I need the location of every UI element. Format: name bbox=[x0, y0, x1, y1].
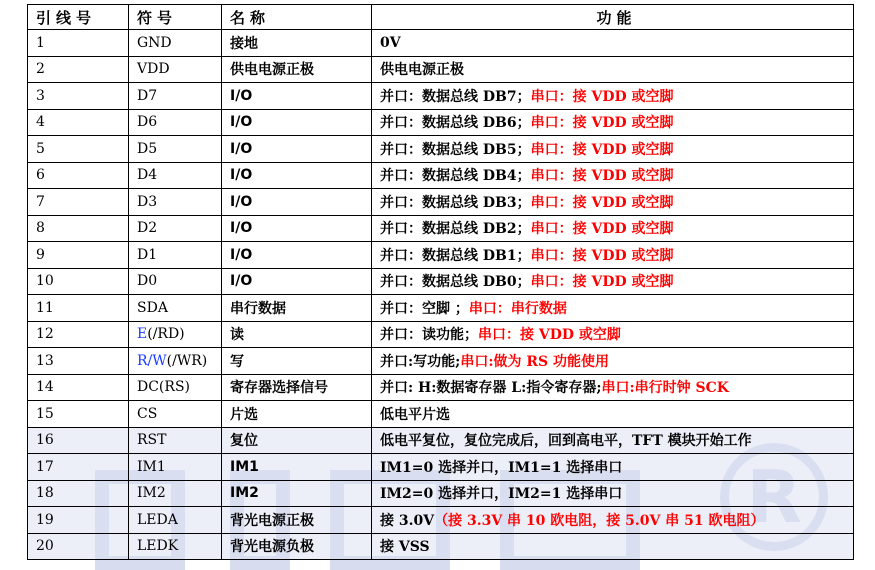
pin-number: 4 bbox=[36, 114, 45, 131]
pin-name-cell bbox=[222, 321, 372, 348]
pin-name-cell bbox=[222, 136, 372, 163]
symbol-cell bbox=[129, 374, 222, 401]
pin-name-cell bbox=[222, 109, 372, 136]
table-row bbox=[28, 401, 854, 428]
pin-number: 7 bbox=[36, 193, 45, 210]
symbol-cell bbox=[129, 162, 222, 189]
pin-number: 15 bbox=[36, 405, 54, 422]
table-row bbox=[28, 109, 854, 136]
table-row bbox=[28, 321, 854, 348]
table-row bbox=[28, 189, 854, 216]
pin-number-cell bbox=[28, 348, 129, 375]
table-row bbox=[28, 427, 854, 454]
symbol-cell bbox=[129, 215, 222, 242]
pin-name: IM2 bbox=[230, 485, 259, 502]
pin-number-cell bbox=[28, 507, 129, 534]
pin-number-cell bbox=[28, 295, 129, 322]
pin-function-serial: 串口：接 VDD 或空脚 bbox=[530, 247, 674, 264]
pin-number: 19 bbox=[36, 511, 54, 528]
pin-name-cell bbox=[222, 215, 372, 242]
pin-number-cell bbox=[28, 401, 129, 428]
pin-function-serial: 串口:做为 RS 功能使用 bbox=[460, 353, 610, 370]
pin-number-cell bbox=[28, 268, 129, 295]
table-row bbox=[28, 30, 854, 57]
table-row bbox=[28, 480, 854, 507]
pin-function: 并口：数据总线 DB4； bbox=[380, 168, 531, 185]
pin-symbol: LEDK bbox=[137, 538, 179, 555]
pin-symbol: R/W bbox=[137, 352, 167, 369]
pin-function-cell bbox=[372, 242, 854, 269]
pin-function-cell bbox=[372, 83, 854, 110]
pin-function: 并口：数据总线 DB6； bbox=[380, 115, 531, 132]
pin-symbol: VDD bbox=[137, 61, 170, 78]
pin-symbol: LEDA bbox=[137, 511, 178, 528]
pin-name: 寄存器选择信号 bbox=[230, 380, 328, 397]
pin-function-serial: 串口：接 VDD 或空脚 bbox=[530, 194, 674, 211]
pin-name-cell bbox=[222, 189, 372, 216]
pin-number: 9 bbox=[36, 246, 45, 263]
pin-function-cell bbox=[372, 215, 854, 242]
symbol-cell bbox=[129, 321, 222, 348]
pin-symbol: GND bbox=[137, 34, 172, 51]
pin-function: 并口：空脚 ； bbox=[380, 300, 469, 317]
symbol-cell bbox=[129, 242, 222, 269]
pin-function: 低电平复位，复位完成后，回到高电平，TFT 模块开始工作 bbox=[380, 433, 752, 450]
pin-name-cell bbox=[222, 348, 372, 375]
pin-number: 16 bbox=[36, 432, 54, 449]
pin-symbol: D1 bbox=[137, 246, 158, 263]
pin-number-cell bbox=[28, 533, 129, 560]
pin-number: 6 bbox=[36, 167, 45, 184]
pin-number: 20 bbox=[36, 538, 54, 555]
table-body bbox=[28, 30, 854, 560]
table-row bbox=[28, 374, 854, 401]
pin-name: I/O bbox=[230, 114, 253, 131]
pin-number: 17 bbox=[36, 458, 54, 475]
symbol-cell bbox=[129, 454, 222, 481]
pin-definition-table bbox=[27, 4, 854, 560]
pin-function: 接 VSS bbox=[380, 539, 430, 556]
pin-symbol: D3 bbox=[137, 193, 158, 210]
pin-symbol: D0 bbox=[137, 273, 158, 290]
pin-number-cell bbox=[28, 427, 129, 454]
pin-name: I/O bbox=[230, 140, 253, 157]
pin-symbol: IM2 bbox=[137, 485, 166, 502]
pin-function: 供电电源正极 bbox=[380, 62, 464, 79]
pin-name: I/O bbox=[230, 167, 253, 184]
pin-number: 1 bbox=[36, 34, 45, 51]
pin-name-cell bbox=[222, 427, 372, 454]
pin-number: 3 bbox=[36, 87, 45, 104]
pin-name-cell bbox=[222, 507, 372, 534]
pin-name: IM1 bbox=[230, 458, 259, 475]
symbol-cell bbox=[129, 56, 222, 83]
table-row bbox=[28, 268, 854, 295]
pin-name-cell bbox=[222, 242, 372, 269]
symbol-cell bbox=[129, 295, 222, 322]
pin-number: 12 bbox=[36, 326, 54, 343]
pin-name: I/O bbox=[230, 246, 253, 263]
pin-function: 并口：数据总线 DB2； bbox=[380, 221, 531, 238]
pin-symbol: CS bbox=[137, 405, 158, 422]
pin-number-cell bbox=[28, 136, 129, 163]
pin-function: IM1=0 选择并口，IM1=1 选择串口 bbox=[380, 459, 623, 476]
pin-number-cell bbox=[28, 56, 129, 83]
pin-function: 并口：数据总线 DB5； bbox=[380, 141, 531, 158]
pin-number-cell bbox=[28, 242, 129, 269]
pin-name-cell bbox=[222, 454, 372, 481]
pin-function: 并口：数据总线 DB0； bbox=[380, 274, 531, 291]
pin-number-cell bbox=[28, 374, 129, 401]
pin-symbol: D6 bbox=[137, 114, 158, 131]
pin-function: 0V bbox=[380, 34, 401, 51]
pin-number-cell bbox=[28, 30, 129, 57]
pin-function-cell bbox=[372, 374, 854, 401]
table-row bbox=[28, 162, 854, 189]
symbol-cell bbox=[129, 268, 222, 295]
symbol-cell bbox=[129, 348, 222, 375]
pin-number-cell bbox=[28, 215, 129, 242]
table-row bbox=[28, 533, 854, 560]
pin-name: 片选 bbox=[230, 406, 258, 423]
symbol-cell bbox=[129, 507, 222, 534]
pin-name: 复位 bbox=[230, 433, 258, 450]
pin-symbol: IM1 bbox=[137, 458, 166, 475]
pin-name: 背光电源正极 bbox=[230, 512, 314, 529]
pin-function: IM2=0 选择并口，IM2=1 选择串口 bbox=[380, 486, 623, 503]
pin-function-cell bbox=[372, 348, 854, 375]
table-row bbox=[28, 454, 854, 481]
pin-number-cell bbox=[28, 109, 129, 136]
symbol-cell bbox=[129, 427, 222, 454]
pin-number: 14 bbox=[36, 379, 54, 396]
pin-name-cell bbox=[222, 480, 372, 507]
pin-function-serial: 串口：串行数据 bbox=[468, 300, 567, 317]
pin-symbol: D4 bbox=[137, 167, 158, 184]
pin-function-cell bbox=[372, 189, 854, 216]
pin-function-cell bbox=[372, 109, 854, 136]
pin-name-cell bbox=[222, 268, 372, 295]
pin-function-cell bbox=[372, 454, 854, 481]
pin-symbol: E bbox=[137, 326, 148, 343]
pin-number: 8 bbox=[36, 220, 45, 237]
table-row bbox=[28, 136, 854, 163]
header-symbol: 符号 bbox=[129, 5, 222, 30]
pin-symbol: D7 bbox=[137, 87, 158, 104]
pin-number-cell bbox=[28, 83, 129, 110]
pin-function-cell bbox=[372, 507, 854, 534]
pin-function-serial: 串口：接 VDD 或空脚 bbox=[530, 168, 674, 185]
pin-function-cell bbox=[372, 427, 854, 454]
pin-name: I/O bbox=[230, 273, 253, 290]
pin-function-cell bbox=[372, 533, 854, 560]
pin-name: 接地 bbox=[230, 35, 258, 52]
pin-function-serial: 串口：接 VDD 或空脚 bbox=[478, 327, 621, 344]
pin-name: 串行数据 bbox=[230, 300, 286, 317]
pin-number-cell bbox=[28, 454, 129, 481]
pin-function-cell bbox=[372, 295, 854, 322]
pin-function-serial: 串口：接 VDD 或空脚 bbox=[530, 115, 674, 132]
pin-symbol-suffix: (/RD) bbox=[147, 326, 185, 343]
pin-function-serial: 串口：接 VDD 或空脚 bbox=[530, 221, 674, 238]
table-row bbox=[28, 56, 854, 83]
pin-function: 并口：读功能； bbox=[380, 327, 478, 344]
table-row bbox=[28, 215, 854, 242]
pin-function-serial: 串口：接 VDD 或空脚 bbox=[530, 88, 674, 105]
symbol-cell bbox=[129, 401, 222, 428]
pin-name: 读 bbox=[230, 327, 244, 344]
pin-symbol: D5 bbox=[137, 140, 158, 157]
pin-name: 背光电源负极 bbox=[230, 539, 314, 556]
table-row bbox=[28, 83, 854, 110]
pin-name: I/O bbox=[230, 193, 253, 210]
pin-name-cell bbox=[222, 56, 372, 83]
pin-function-serial: 串口：接 VDD 或空脚 bbox=[530, 274, 674, 291]
pin-name-cell bbox=[222, 30, 372, 57]
pin-name: I/O bbox=[230, 87, 253, 104]
pin-name-cell bbox=[222, 533, 372, 560]
pin-function-cell bbox=[372, 136, 854, 163]
pin-number-cell bbox=[28, 189, 129, 216]
pin-name-cell bbox=[222, 162, 372, 189]
symbol-cell bbox=[129, 533, 222, 560]
pin-name: 供电电源正极 bbox=[230, 62, 314, 79]
symbol-cell bbox=[129, 189, 222, 216]
pin-symbol: SDA bbox=[137, 299, 168, 316]
pin-function: 并口: H:数据寄存器 L:指令寄存器; bbox=[380, 380, 602, 397]
pin-number: 2 bbox=[36, 61, 45, 78]
symbol-cell bbox=[129, 136, 222, 163]
pin-name: 写 bbox=[230, 353, 244, 370]
pin-function: 并口:写功能; bbox=[380, 353, 461, 370]
pin-function-cell bbox=[372, 480, 854, 507]
pin-symbol: D2 bbox=[137, 220, 158, 237]
pin-name-cell bbox=[222, 374, 372, 401]
symbol-cell bbox=[129, 83, 222, 110]
table-row bbox=[28, 507, 854, 534]
pin-function: 并口：数据总线 DB7； bbox=[380, 88, 531, 105]
pin-number: 11 bbox=[36, 299, 54, 316]
pin-symbol: DC(RS) bbox=[137, 379, 190, 396]
pin-symbol-suffix: (/WR) bbox=[166, 352, 208, 369]
table-row bbox=[28, 295, 854, 322]
symbol-cell bbox=[129, 480, 222, 507]
pin-function-cell bbox=[372, 268, 854, 295]
pin-number: 5 bbox=[36, 140, 45, 157]
pin-function-cell bbox=[372, 30, 854, 57]
pin-number: 18 bbox=[36, 485, 54, 502]
pin-function-cell bbox=[372, 401, 854, 428]
pin-function-serial: 串口：接 VDD 或空脚 bbox=[530, 141, 674, 158]
symbol-cell bbox=[129, 30, 222, 57]
pin-number: 10 bbox=[36, 273, 54, 290]
pin-function-cell bbox=[372, 321, 854, 348]
pin-name-cell bbox=[222, 295, 372, 322]
header-pin: 引线号 bbox=[28, 5, 129, 30]
pin-number-cell bbox=[28, 162, 129, 189]
pin-name: I/O bbox=[230, 220, 253, 237]
pin-number: 13 bbox=[36, 352, 54, 369]
pin-number-cell bbox=[28, 480, 129, 507]
pin-function-serial: 串口:串行时钟 SCK bbox=[601, 380, 729, 397]
pin-function: 低电平片选 bbox=[380, 406, 450, 423]
table-header-row bbox=[28, 5, 854, 30]
table-row bbox=[28, 242, 854, 269]
symbol-cell bbox=[129, 109, 222, 136]
pin-function: 接 3.0V bbox=[380, 512, 435, 529]
table-row bbox=[28, 348, 854, 375]
pin-symbol: RST bbox=[137, 432, 167, 449]
header-function: 功能 bbox=[372, 5, 854, 30]
pin-name-cell bbox=[222, 83, 372, 110]
pin-function-cell bbox=[372, 56, 854, 83]
pin-number-cell bbox=[28, 321, 129, 348]
pin-function: 并口：数据总线 DB1； bbox=[380, 247, 531, 264]
header-name: 名称 bbox=[222, 5, 372, 30]
pin-function: 并口：数据总线 DB3； bbox=[380, 194, 531, 211]
pin-function-serial: （接 3.3V 串 10 欧电阻，接 5.0V 串 51 欧电阻） bbox=[434, 512, 765, 529]
pin-name-cell bbox=[222, 401, 372, 428]
pin-function-cell bbox=[372, 162, 854, 189]
